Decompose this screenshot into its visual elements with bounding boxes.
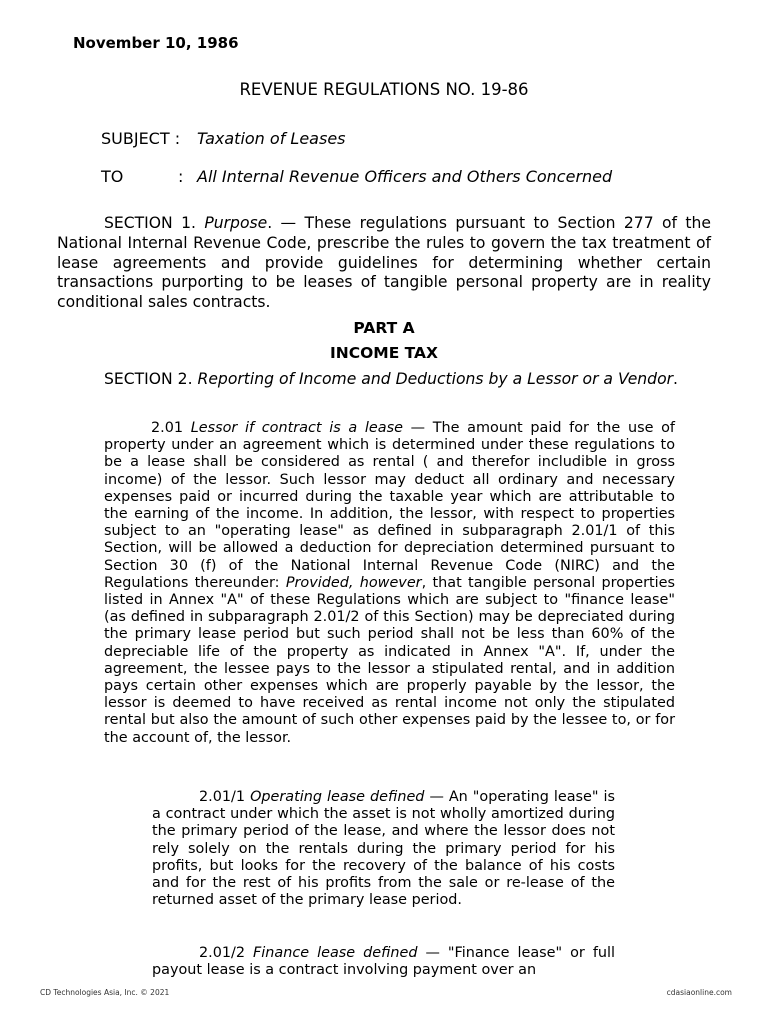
document-date: November 10, 1986 (73, 34, 239, 52)
to-colon: : (178, 167, 184, 186)
subsection-2-01-body-a: — The amount paid for the use of property under an agreement which is determined under these regulations to be a lease shall be considered as rental ( and therefor includible in gross income) of the lessor. Such lessor may deduct all ordinary and necessary expenses paid or incurred during the taxable year which are attributable to the earning of the income. In addition, the lessor, with respect to properties subject to an "operating lease" as defined in subparagraph 2.01/1 of this Section, will be allowed a deduction for depreciation determined pursuant to Section 30 (f) of the National Internal Revenue Code (NIRC) and the Regulations thereunder: (104, 420, 675, 591)
part-label: PART A (353, 319, 415, 337)
subsection-2-01-2-body: — "Finance lease" or full payout lease is a contract involving payment over an (152, 945, 615, 979)
subsection-2-01-1-paragraph (152, 789, 615, 909)
section-1-body: . — These regulations pursuant to Section 277 of the National Internal Revenue Code, prescribe the rules to govern the tax treatment of lease agreements and provide guidelines for determining whether certain transactions purporting to be leases of tangible personal property are in reality conditional sales contracts. (57, 214, 712, 312)
subsection-2-01-2-number: 2.01/2 (199, 945, 254, 961)
footer-copyright: CD Technologies Asia, Inc. © 2021 (40, 988, 170, 997)
subsection-2-01-1-body: — An "operating lease" is a contract under which the asset is not wholly amortized during the primary period of the lease, and where the lessor does not rely solely on the rentals during the primary period for his profits, but looks for the recovery of the balance of his costs and for the rest of his profits from the sale or re-lease of the returned asset of the primary lease period. (152, 789, 615, 909)
subject-label: SUBJECT : (101, 129, 181, 148)
section-1-paragraph (57, 214, 711, 313)
subsection-2-01-paragraph (104, 420, 675, 747)
section-2-lead: SECTION 2. (104, 370, 198, 388)
subsection-2-01-heading: Lessor if contract is a lease (190, 420, 403, 436)
subsection-2-01-2-heading: Finance lease defined (253, 945, 418, 961)
section-2-heading: Reporting of Income and Deductions by a Lessor or a Vendor (197, 370, 674, 388)
subsection-2-01-proviso: Provided, however (285, 574, 422, 591)
subject-value: Taxation of Leases (197, 129, 346, 148)
subsection-2-01-2-paragraph (152, 945, 615, 981)
to-value: All Internal Revenue Officers and Others Concerned (197, 167, 613, 186)
subsection-2-01-1-number: 2.01/1 (199, 789, 251, 805)
document-title: REVENUE REGULATIONS NO. 19-86 (239, 80, 529, 99)
subsection-2-01-1-heading: Operating lease defined (250, 789, 425, 805)
footer-website: cdasiaonline.com (666, 988, 732, 997)
section-1-heading: Purpose (204, 214, 268, 232)
subsection-2-01-number: 2.01 (151, 420, 191, 436)
section-2-paragraph (57, 369, 711, 389)
part-title: INCOME TAX (329, 344, 438, 362)
to-label: TO (101, 167, 124, 186)
subsection-2-01-body-b: , that tangible personal properties listed in Annex "A" of these Regulations which are subject to "finance lease" (as defined in subparagraph 2.01/2 of this Section) may be depreciated during the primary lease period but such period shall not be less than 60% of the depreciable life of the property as indicated in Annex "A". If, under the agreement, the lessee pays to the lessor a stipulated rental, and in addition pays certain other expenses which are properly payable by the lessor, the lessor is deemed to have received as rental income not only the stipulated rental but also the amount of such other expenses paid by the lessee to, or for the account of, the lessor. (104, 574, 675, 746)
section-2-tail: . (673, 370, 678, 388)
section-1-lead: SECTION 1. (104, 214, 205, 232)
